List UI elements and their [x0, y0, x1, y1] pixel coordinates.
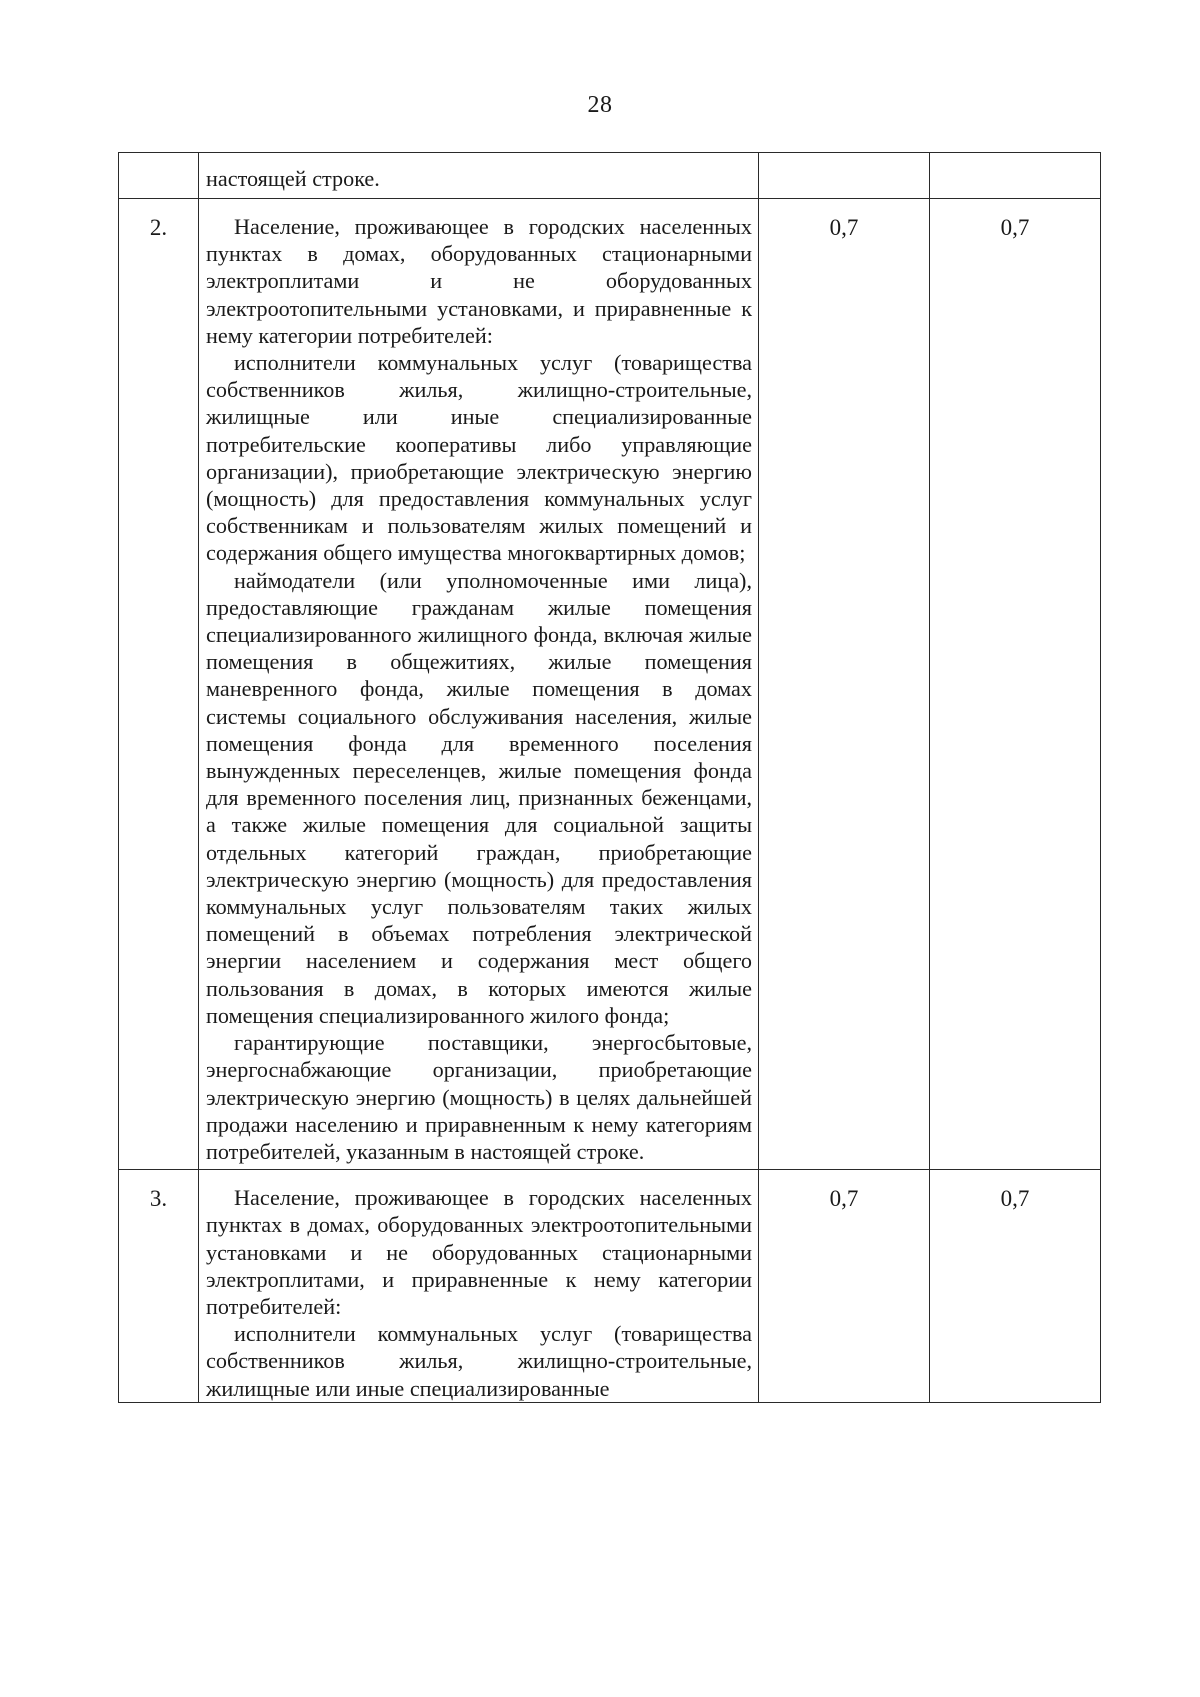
- row-description-cell: [199, 1170, 759, 1403]
- value-cell-1: [759, 153, 930, 199]
- description-paragraph: гарантирующие поставщики, энергосбытовые, энергоснабжающие организации, приобретающие электрическую энергию (мощность) в целях дальнейшей продажи населению и приравненным к нему категориям потребителей, указанным в настоящей строке.: [206, 1030, 752, 1164]
- value-cell-1: 0,7: [759, 1170, 930, 1403]
- row-number-cell: 3.: [119, 1170, 199, 1403]
- tariff-table: [118, 152, 1101, 1403]
- description-paragraph: исполнители коммунальных услуг (товарищества собственников жилья, жилищно-строительные, жилищные или иные специализированные потребительские кооперативы либо управляющие организации), приобретающие электрическую энергию (мощность) для предоставления коммунальных услуг собственникам и пользователям жилых помещений и содержания общего имущества многоквартирных домов;: [206, 350, 752, 566]
- description-paragraph: Население, проживающее в городских населенных пунктах в домах, оборудованных стационарными электроплитами и не оборудованных электроотопительными установками, и приравненные к нему категории потребителей:: [206, 214, 752, 348]
- row-description-cell: [199, 153, 759, 199]
- description-paragraph: настоящей строке.: [206, 166, 380, 191]
- value-cell-2: 0,7: [930, 1170, 1101, 1403]
- page-number: 28: [587, 92, 613, 118]
- row-description-cell: [199, 199, 759, 1170]
- value-cell-1: 0,7: [759, 199, 930, 1170]
- table-row-item-3: [119, 1170, 1101, 1403]
- description-paragraph: исполнители коммунальных услуг (товарищества собственников жилья, жилищно-строительные, жилищные или иные специализированные: [206, 1321, 752, 1401]
- row-number-cell: 2.: [119, 199, 199, 1170]
- description-paragraph: Население, проживающее в городских населенных пунктах в домах, оборудованных электроотопительными установками и не оборудованных стационарными электроплитами, и приравненные к нему категории потребителей:: [206, 1185, 752, 1319]
- table-row-continuation: [119, 153, 1101, 199]
- description-paragraph: наймодатели (или уполномоченные ими лица), предоставляющие гражданам жилые помещения специализированного жилищного фонда, включая жилые помещения в общежитиях, жилые помещения маневренного фонда, жилые помещения в домах системы социального обслуживания населения, жилые помещения фонда для временного поселения вынужденных переселенцев, жилые помещения фонда для временного поселения лиц, признанных беженцами, а также жилые помещения для социальной защиты отдельных категорий граждан, приобретающие электрическую энергию (мощность) для предоставления коммунальных услуг пользователям таких жилых помещений в объемах потребления электрической энергии населением и содержания мест общего пользования в домах, в которых имеются жилые помещения специализированного жилого фонда;: [206, 567, 752, 1028]
- table-row-item-2: [119, 199, 1101, 1170]
- row-number-cell: [119, 153, 199, 199]
- value-cell-2: 0,7: [930, 199, 1101, 1170]
- value-cell-2: [930, 153, 1101, 199]
